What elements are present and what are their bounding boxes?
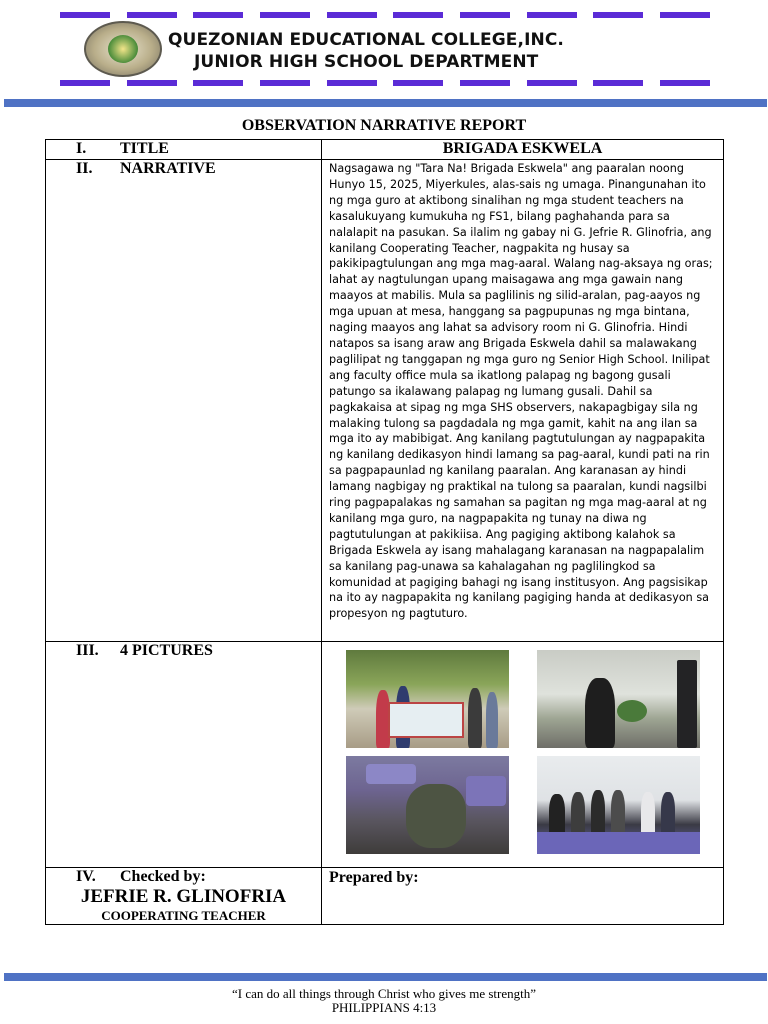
narrative-numeral: II. — [76, 160, 93, 177]
header-divider — [4, 99, 767, 107]
cooperating-teacher-name: JEFRIE R. GLINOFRIA — [80, 886, 287, 907]
checked-row — [46, 868, 724, 925]
footer-quote: “I can do all things through Christ who gives me strength” — [231, 986, 536, 1001]
header-bottom-dashes — [60, 80, 710, 86]
report-heading: OBSERVATION NARRATIVE REPORT — [241, 117, 527, 134]
photo-student-fixing-chairs — [346, 756, 509, 854]
school-header — [168, 29, 564, 73]
narrative-label-cell — [46, 160, 322, 642]
pictures-label-cell — [46, 642, 322, 868]
pictures-row — [46, 642, 724, 868]
footer — [0, 987, 768, 1015]
title-label-cell — [46, 140, 322, 160]
prepared-by-label: Prepared by: — [322, 868, 724, 925]
report-table — [45, 139, 724, 925]
footer-reference: PHILIPPIANS 4:13 — [331, 1000, 437, 1015]
title-value: BRIGADA ESKWELA — [322, 140, 724, 160]
title-label: TITLE — [120, 140, 169, 157]
school-name: QUEZONIAN EDUCATIONAL COLLEGE,INC. — [168, 30, 564, 50]
cooperating-teacher-role: COOPERATING TEACHER — [101, 908, 266, 923]
pictures-cell — [322, 642, 724, 868]
department-name: JUNIOR HIGH SCHOOL DEPARTMENT — [194, 52, 539, 72]
title-row — [46, 140, 724, 160]
title-numeral: I. — [76, 140, 87, 157]
photo-group-with-banner — [346, 650, 509, 748]
narrative-row — [46, 160, 724, 642]
photo-group-in-classroom — [537, 756, 700, 854]
header-top-dashes — [60, 12, 710, 18]
narrative-label: NARRATIVE — [120, 160, 216, 177]
narrative-text: Nagsagawa ng "Tara Na! Brigada Eskwela" ang paaralan noong Hunyo 15, 2025, Miyerkules, alas-sais ng umaga. Pinangunahan ito ng mga guro at aktibong sinalihan ng mga student teachers na kasalukuyang kumukuha ng FS1, bilang paghahanda para sa nalalapit na pasukan. Sa ilalim ng gabay ni G. Jefrie R. Glinofria, ang kanilang Cooperating Teacher, nagpakita ng husay sa pakikipagtulungan ang mga mag-aaral. Walang nag-aksaya ng oras; lahat ay nagtulungan upang maisagawa ang mga gawain nang maayos at mabilis. Mula sa paglilinis ng silid-aralan, pag-aayos ng mga upuan at mesa, hanggang sa pagpupunas ng mga bintana, naging maayos ang lahat sa advisory room ni G. Glinofria. Hindi natapos sa isang araw ang Brigada Eskwela dahil sa malawakang paglilipat ng tanggapan ng mga guro ng Senior High School. Inilipat ang faculty office mula sa ikatlong palapag ng bagong gusali patungo sa ikalawang palapag ng lumang gusali. Dahil sa pagkakaisa at sipag ng mga SHS observers, nakapagbigay sila ng malaking tulong sa pagdadala ng mga gamit, kahit na ang ilan sa mga ito ay mabibigat. Ang kanilang pagtutulungan ay nagpapakita ng kanilang dedikasyon hindi lamang sa pag-aaral, kundi pati na rin sa pagpapaunlad ng kanilang paaralan. Ang karanasan ay hindi lamang nagbigay ng praktikal na tulong sa paaralan, kundi nagsilbi ring pagpapalakas ng samahan sa pagitan ng mga mag-aaral at ng kanilang mga guro, na nagpapakita ng tunay na diwa ng pagtutulungan at pakikiisa. Ang pagiging aktibong kalahok sa Brigada Eskwela ay isang mahalagang karanasan na nagpapalalim sa kanilang pag-unawa sa kahalagahan ng paglilingkod sa komunidad at pagiging bahagi ng isang institusyon. Ang pagsisikap na ito ay nagpapakita ng kanilang pagiging handa at dedikasyon sa propesyon ng pagtuturo. — [322, 160, 724, 642]
pictures-label: 4 PICTURES — [120, 642, 213, 659]
checked-numeral: IV. — [76, 868, 96, 885]
checked-by-cell — [46, 868, 322, 925]
checked-by-label: Checked by: — [120, 868, 206, 885]
footer-divider — [4, 973, 767, 981]
pictures-numeral: III. — [76, 642, 99, 659]
photo-student-holding-trophy — [537, 650, 700, 748]
school-seal-logo — [84, 21, 162, 77]
